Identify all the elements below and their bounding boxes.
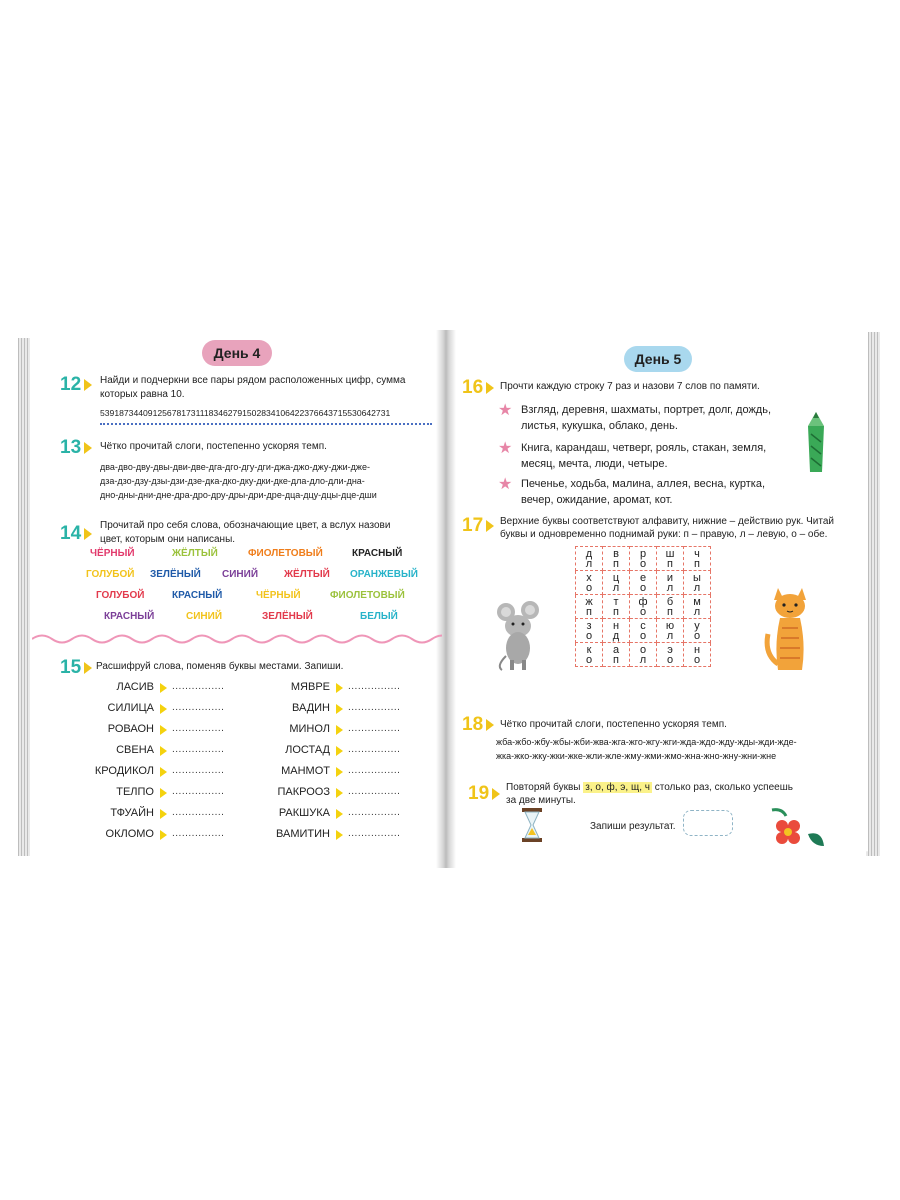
grid-row bbox=[576, 571, 711, 595]
grid-letter: б bbox=[666, 595, 674, 608]
color-word: БЕЛЫЙ bbox=[360, 611, 398, 622]
task-17-number bbox=[462, 515, 494, 537]
grid-letter: м bbox=[693, 595, 701, 608]
task-17-text-1: Верхние буквы соответствуют алфавиту, нижние – действию рук. Читай bbox=[500, 516, 834, 527]
grid-cell bbox=[684, 595, 711, 619]
task-15-text: Расшифруй слова, поменяв буквы местами. Запиши. bbox=[96, 661, 344, 672]
grid-letter: к bbox=[586, 643, 592, 656]
task-13-line-1: два-дво-дву-двы-дви-две-дга-дго-дгу-дги-джа-джо-джу-джи-дже- bbox=[100, 462, 370, 472]
grid-letter: и bbox=[666, 571, 674, 584]
grid-action: п bbox=[613, 605, 619, 618]
task-19-result-box[interactable] bbox=[683, 810, 733, 836]
grid-action: о bbox=[639, 581, 647, 594]
task-12-label: 12 bbox=[60, 374, 82, 395]
arrow-icon bbox=[486, 719, 494, 731]
grid-cell bbox=[603, 595, 630, 619]
task-13-text: Чётко прочитай слоги, постепенно ускоряя темп. bbox=[100, 441, 327, 452]
scrambled-word: СИЛИЦА bbox=[107, 702, 154, 714]
answer-blank[interactable]: ................ bbox=[348, 807, 401, 818]
arrow-icon bbox=[160, 683, 167, 693]
answer-blank[interactable]: ................ bbox=[348, 744, 401, 755]
grid-letter: з bbox=[586, 619, 592, 632]
color-word: ЧЁРНЫЙ bbox=[90, 548, 135, 559]
color-word: КРАСНЫЙ bbox=[352, 548, 403, 559]
grid-letter: х bbox=[586, 571, 592, 584]
scrambled-word: МИНОЛ bbox=[289, 723, 330, 735]
arrow-icon bbox=[486, 382, 494, 394]
color-word: ФИОЛЕТОВЫЙ bbox=[248, 548, 323, 559]
arrow-icon bbox=[84, 379, 92, 391]
color-word: ГОЛУБОЙ bbox=[96, 590, 145, 601]
task-19-text-before: Повторяй буквы bbox=[506, 782, 581, 793]
task-19-letters: з, о, ф, э, щ, ч bbox=[585, 782, 650, 793]
color-word: ГОЛУБОЙ bbox=[86, 569, 135, 580]
grid-cell bbox=[630, 547, 657, 571]
task-14-text: Прочитай про себя слова, обозначающие цвет, а вслух назови цвет, которым они написаны. bbox=[100, 520, 391, 545]
task-12-answer-line bbox=[100, 423, 432, 425]
task-13-line-3: дно-дны-дни-дне-дра-дро-дру-дры-дри-дре-дца-дцу-дцы-дце-дши bbox=[100, 490, 377, 500]
arrow-icon bbox=[84, 442, 92, 454]
task-17-label: 17 bbox=[462, 515, 484, 536]
task-13-label: 13 bbox=[60, 437, 82, 458]
task-19-text bbox=[506, 781, 793, 795]
task-19-number bbox=[468, 783, 500, 805]
grid-letter: ю bbox=[665, 619, 675, 632]
word-line: листья, кукушка, облако, день. bbox=[521, 420, 678, 432]
word-line: вечер, ожидание, аромат, кот. bbox=[521, 494, 673, 506]
left-page-edges bbox=[18, 338, 32, 856]
task-14-number bbox=[60, 523, 92, 545]
grid-cell bbox=[684, 619, 711, 643]
arrow-icon bbox=[336, 788, 343, 798]
color-word: КРАСНЫЙ bbox=[172, 590, 223, 601]
grid-action: о bbox=[585, 653, 593, 666]
scrambled-word: ЛАСИВ bbox=[116, 681, 154, 693]
scrambled-word: ТФУАЙН bbox=[110, 807, 154, 819]
grid-row bbox=[576, 643, 711, 667]
answer-blank[interactable]: ................ bbox=[348, 681, 401, 692]
answer-blank[interactable]: ................ bbox=[172, 723, 225, 734]
word-line: Взгляд, деревня, шахматы, портрет, долг, дождь, bbox=[521, 404, 772, 416]
grid-cell bbox=[576, 571, 603, 595]
grid-row bbox=[576, 547, 711, 571]
grid-cell bbox=[657, 643, 684, 667]
grid-action: п bbox=[694, 557, 700, 570]
grid-letter: а bbox=[612, 643, 620, 656]
grid-action: п bbox=[667, 605, 673, 618]
wavy-divider bbox=[32, 632, 442, 646]
scrambled-word: ПАКРООЗ bbox=[277, 786, 330, 798]
scrambled-word: СВЕНА bbox=[116, 744, 154, 756]
hourglass-icon bbox=[521, 808, 543, 842]
grid-cell bbox=[576, 643, 603, 667]
task-16-label: 16 bbox=[462, 377, 484, 398]
grid-cell bbox=[603, 643, 630, 667]
grid-letter: н bbox=[612, 619, 620, 632]
grid-cell bbox=[630, 643, 657, 667]
color-word: СИНИЙ bbox=[222, 569, 259, 580]
grid-letter: ф bbox=[638, 595, 648, 608]
task-16-number bbox=[462, 377, 494, 399]
task-19-line-2: за две минуты. bbox=[506, 795, 576, 806]
grid-cell bbox=[603, 619, 630, 643]
grid-letter: е bbox=[639, 571, 647, 584]
grid-letter: ц bbox=[612, 571, 620, 584]
grid-letter: р bbox=[639, 547, 647, 560]
task-19-label: 19 bbox=[468, 783, 490, 804]
grid-letter: в bbox=[613, 547, 619, 560]
task-17-text-2: буквы и одновременно поднимай руки: п – правую, л – левую, о – обе. bbox=[500, 529, 828, 540]
grid-action: о bbox=[639, 557, 647, 570]
answer-blank[interactable]: ................ bbox=[172, 765, 225, 776]
arrow-icon bbox=[336, 746, 343, 756]
grid-row bbox=[576, 619, 711, 643]
arrow-icon bbox=[336, 830, 343, 840]
grid-cell bbox=[657, 619, 684, 643]
answer-blank[interactable]: ................ bbox=[172, 807, 225, 818]
answer-blank[interactable]: ................ bbox=[348, 723, 401, 734]
scrambled-word: ВАДИН bbox=[292, 702, 330, 714]
answer-blank[interactable]: ................ bbox=[348, 828, 401, 839]
arrow-icon bbox=[160, 767, 167, 777]
scrambled-word: ЛОСТАД bbox=[285, 744, 330, 756]
color-word: ЧЁРНЫЙ bbox=[256, 590, 301, 601]
scrambled-word: КРОДИКОЛ bbox=[94, 765, 154, 777]
task-18-text: Чётко прочитай слоги, постепенно ускоряя темп. bbox=[500, 719, 727, 730]
grid-cell bbox=[684, 643, 711, 667]
arrow-icon bbox=[336, 809, 343, 819]
arrow-icon bbox=[160, 725, 167, 735]
grid-action: л bbox=[639, 653, 647, 666]
grid-action: п bbox=[613, 557, 619, 570]
task-15-number bbox=[60, 657, 92, 679]
task-19-text-after: столько раз, сколько успеешь bbox=[654, 782, 793, 793]
grid-action: л bbox=[612, 581, 620, 594]
arrow-icon bbox=[84, 528, 92, 540]
task-14-label: 14 bbox=[60, 523, 82, 544]
grid-letter: ш bbox=[665, 547, 675, 560]
mouse-illustration bbox=[494, 600, 546, 672]
scrambled-word: ТЕЛПО bbox=[116, 786, 154, 798]
grid-cell bbox=[576, 619, 603, 643]
task-18-line-2: жка-жко-жку-жки-жке-жли-жле-жму-жми-жмо-жна-жно-жну-жни-жне bbox=[496, 751, 777, 761]
grid-letter: т bbox=[613, 595, 619, 608]
flower-icon bbox=[768, 806, 828, 850]
grid-action: о bbox=[693, 629, 701, 642]
grid-letter: с bbox=[640, 619, 646, 632]
star-icon: ★ bbox=[498, 440, 513, 457]
grid-action: п bbox=[586, 605, 592, 618]
grid-letter: ч bbox=[694, 547, 700, 560]
grid-action: л bbox=[693, 581, 701, 594]
task-19-result-label: Запиши результат. bbox=[590, 821, 676, 832]
star-icon: ★ bbox=[498, 402, 513, 419]
answer-blank[interactable]: ................ bbox=[172, 681, 225, 692]
pencil-icon bbox=[802, 412, 830, 474]
grid-letter: о bbox=[639, 643, 647, 656]
color-word: ЖЁЛТЫЙ bbox=[172, 548, 218, 559]
color-word: ФИОЛЕТОВЫЙ bbox=[330, 590, 405, 601]
grid-cell bbox=[603, 547, 630, 571]
color-word: ОРАНЖЕВЫЙ bbox=[350, 569, 418, 580]
grid-cell bbox=[576, 595, 603, 619]
grid-letter: д bbox=[585, 547, 593, 560]
right-page-edges bbox=[866, 332, 880, 856]
scrambled-word: МЯВРЕ bbox=[290, 681, 330, 693]
grid-action: о bbox=[585, 581, 593, 594]
arrow-icon bbox=[492, 788, 500, 800]
grid-letter: ж bbox=[585, 595, 593, 608]
grid-action: о bbox=[639, 629, 647, 642]
grid-action: п bbox=[667, 557, 673, 570]
arrow-icon bbox=[336, 683, 343, 693]
grid-action: о bbox=[639, 605, 647, 618]
task-12-number bbox=[60, 374, 92, 396]
answer-blank[interactable]: ................ bbox=[172, 786, 225, 797]
arrow-icon bbox=[160, 788, 167, 798]
arrow-icon bbox=[160, 704, 167, 714]
scrambled-word: РОВАОН bbox=[107, 723, 154, 735]
color-word: ЗЕЛЁНЫЙ bbox=[262, 611, 313, 622]
task-13-line-2: дза-дзо-дзу-дзы-дзи-дзе-дка-дко-дку-дки-дке-дла-дло-дли-дна- bbox=[100, 476, 365, 486]
task-12-digits: 539187344091256781731118346279150283410642237664371553064​2731 bbox=[100, 408, 391, 418]
grid-row bbox=[576, 595, 711, 619]
letter-grid bbox=[575, 546, 711, 667]
task-16-text: Прочти каждую строку 7 раз и назови 7 слов по памяти. bbox=[500, 381, 760, 392]
grid-cell bbox=[603, 571, 630, 595]
answer-blank[interactable]: ................ bbox=[348, 765, 401, 776]
arrow-icon bbox=[160, 809, 167, 819]
color-word: ЖЁЛТЫЙ bbox=[284, 569, 330, 580]
answer-blank[interactable]: ................ bbox=[172, 828, 225, 839]
arrow-icon bbox=[160, 746, 167, 756]
answer-blank[interactable]: ................ bbox=[348, 702, 401, 713]
grid-letter: ы bbox=[693, 571, 701, 584]
color-word: ЗЕЛЁНЫЙ bbox=[150, 569, 201, 580]
grid-action: о bbox=[666, 653, 674, 666]
task-18-number bbox=[462, 714, 494, 736]
answer-blank[interactable]: ................ bbox=[172, 744, 225, 755]
task-15-label: 15 bbox=[60, 657, 82, 678]
answer-blank[interactable]: ................ bbox=[348, 786, 401, 797]
task-18-label: 18 bbox=[462, 714, 484, 735]
star-icon: ★ bbox=[498, 476, 513, 493]
grid-letter: н bbox=[693, 643, 701, 656]
grid-action: л bbox=[666, 629, 674, 642]
grid-action: л bbox=[585, 557, 593, 570]
grid-action: л bbox=[666, 581, 674, 594]
grid-cell bbox=[684, 547, 711, 571]
day-4-label: День 4 bbox=[202, 340, 272, 366]
arrow-icon bbox=[336, 725, 343, 735]
grid-action: д bbox=[612, 629, 620, 642]
grid-letter: у bbox=[694, 619, 700, 632]
scrambled-word: ОКЛОМО bbox=[105, 828, 154, 840]
arrow-icon bbox=[336, 704, 343, 714]
scrambled-word: ВАМИТИН bbox=[276, 828, 330, 840]
grid-cell bbox=[657, 595, 684, 619]
arrow-icon bbox=[160, 830, 167, 840]
grid-cell bbox=[576, 547, 603, 571]
grid-action: п bbox=[613, 653, 619, 666]
cat-illustration bbox=[762, 584, 818, 676]
color-word: СИНИЙ bbox=[186, 611, 223, 622]
task-13-number bbox=[60, 437, 92, 459]
grid-cell bbox=[684, 571, 711, 595]
grid-cell bbox=[630, 595, 657, 619]
grid-cell bbox=[657, 547, 684, 571]
day-5-label: День 5 bbox=[624, 346, 692, 372]
arrow-icon bbox=[336, 767, 343, 777]
color-word: КРАСНЫЙ bbox=[104, 611, 155, 622]
grid-action: о bbox=[693, 653, 701, 666]
grid-cell bbox=[657, 571, 684, 595]
grid-cell bbox=[630, 619, 657, 643]
grid-cell bbox=[630, 571, 657, 595]
task-18-line-1: жба-жбо-жбу-жбы-жби-жва-жга-жго-жгу-жги-жда-ждо-жду-жды-жди-жде- bbox=[496, 737, 797, 747]
grid-action: л bbox=[693, 605, 701, 618]
answer-blank[interactable]: ................ bbox=[172, 702, 225, 713]
word-line: Печенье, ходьба, малина, аллея, весна, куртка, bbox=[521, 478, 766, 490]
grid-action: о bbox=[585, 629, 593, 642]
grid-letter: э bbox=[667, 643, 673, 656]
arrow-icon bbox=[84, 662, 92, 674]
arrow-icon bbox=[486, 520, 494, 532]
scrambled-word: МАНМОТ bbox=[281, 765, 330, 777]
scrambled-word: РАКШУКА bbox=[278, 807, 330, 819]
word-line: Книга, карандаш, четверг, рояль, стакан, земля, bbox=[521, 442, 767, 454]
task-12-text: Найди и подчеркни все пары рядом расположенных цифр, сумма которых равна 10. bbox=[100, 375, 406, 400]
word-line: месяц, мечта, люди, четыре. bbox=[521, 458, 668, 470]
